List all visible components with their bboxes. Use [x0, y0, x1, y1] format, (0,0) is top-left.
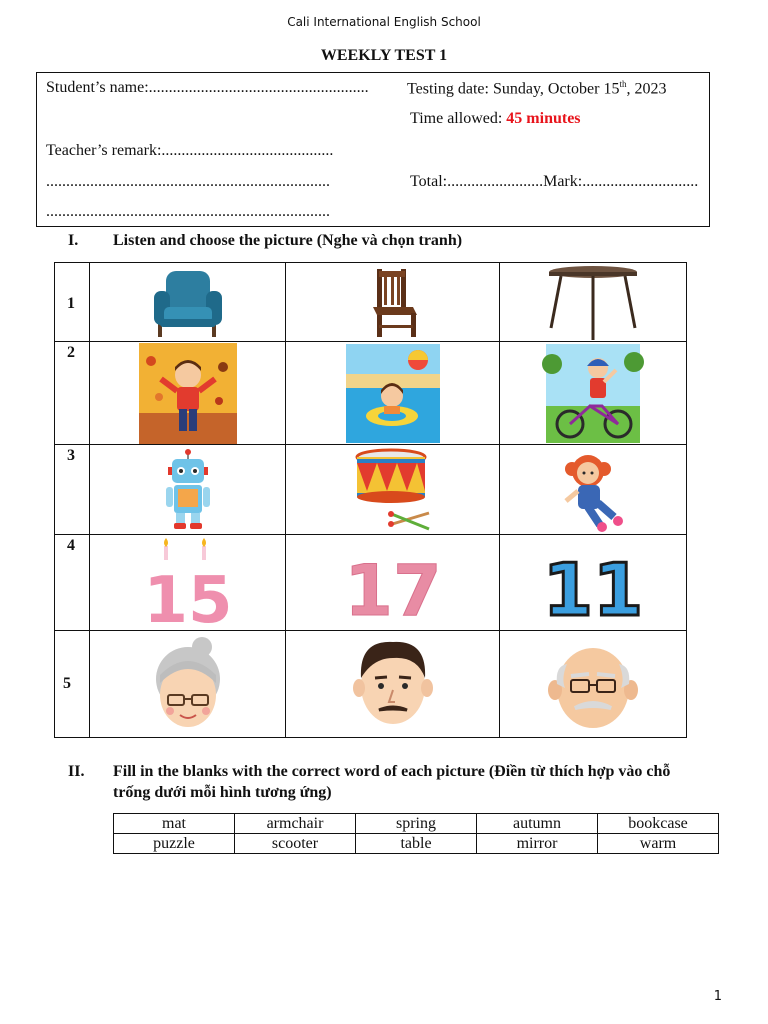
student-info-box — [36, 72, 710, 227]
time-allowed-value: 45 minutes — [506, 110, 581, 127]
row-number: 2 — [67, 344, 75, 361]
remark-dots-2: ....................................................................... — [46, 203, 330, 220]
testing-date — [407, 79, 666, 98]
section-1-number: I. — [68, 232, 79, 249]
svg-text:17: 17 — [343, 549, 442, 632]
picture-cell[interactable] — [90, 631, 286, 738]
student-name-line: Student’s name:....................................................... — [46, 79, 369, 96]
table-row — [55, 631, 687, 738]
section-2-title-line-1: Fill in the blanks with the correct word of each picture (Điền từ thích hợp vào chỗ — [113, 763, 671, 780]
testing-date-year: , 2023 — [626, 80, 667, 98]
picture-cell[interactable] — [500, 342, 687, 445]
row-number-cell — [55, 342, 90, 445]
table-row — [114, 834, 719, 854]
total-mark-line: Total:........................Mark:............................. — [410, 173, 699, 190]
number-15-candles-icon — [142, 538, 233, 638]
drum-icon — [353, 447, 433, 533]
word-bank-table — [113, 813, 719, 854]
word-cell: mirror — [477, 834, 598, 854]
father-icon — [351, 634, 435, 734]
row-number: 1 — [67, 295, 75, 312]
teacher-remark-line: Teacher’s remark:........................................... — [46, 142, 334, 159]
grandfather-icon — [545, 634, 641, 734]
word-cell: bookcase — [598, 814, 719, 834]
table-row — [55, 263, 687, 342]
grandmother-icon — [146, 633, 230, 735]
word-cell: scooter — [235, 834, 356, 854]
word-cell: mat — [114, 814, 235, 834]
robot-icon — [162, 449, 214, 531]
picture-cell[interactable] — [90, 445, 286, 535]
table-row — [114, 814, 719, 834]
word-cell: table — [356, 834, 477, 854]
section-2-number: II. — [68, 763, 85, 780]
listening-picture-table — [54, 262, 687, 738]
row-number: 5 — [63, 675, 71, 692]
test-title: WEEKLY TEST 1 — [320, 47, 448, 64]
section-1-heading — [0, 232, 768, 254]
time-allowed — [410, 110, 581, 128]
table-row — [55, 535, 687, 631]
picture-cell[interactable] — [286, 263, 500, 342]
word-cell: spring — [356, 814, 477, 834]
table-row — [55, 445, 687, 535]
table-row — [55, 342, 687, 445]
autumn-boy-icon — [139, 343, 237, 444]
picture-cell[interactable] — [500, 631, 687, 738]
word-cell: autumn — [477, 814, 598, 834]
svg-text:11: 11 — [542, 547, 644, 632]
section-1-title: Listen and choose the picture (Nghe và chọn tranh) — [113, 232, 463, 249]
testing-date-sup: th — [619, 79, 627, 89]
row-number: 4 — [67, 537, 75, 554]
word-cell: warm — [598, 834, 719, 854]
row-number-cell — [55, 263, 90, 342]
picture-cell[interactable] — [286, 631, 500, 738]
summer-swimming-boy-icon — [346, 344, 440, 443]
section-2-heading — [0, 761, 768, 805]
word-cell: armchair — [235, 814, 356, 834]
school-name: Cali International English School — [287, 15, 481, 29]
picture-cell[interactable] — [500, 535, 687, 631]
picture-cell[interactable] — [286, 445, 500, 535]
section-2-title-line-2: trống dưới mỗi hình tương ứng) — [113, 784, 332, 801]
testing-date-text: Testing date: Sunday, October 15 — [407, 80, 620, 98]
picture-cell[interactable] — [286, 342, 500, 445]
number-17-icon — [343, 541, 442, 632]
time-allowed-label: Time allowed: — [410, 110, 507, 127]
row-number-cell — [55, 445, 90, 535]
number-11-icon — [542, 541, 644, 632]
row-number: 3 — [67, 447, 75, 464]
picture-cell[interactable] — [286, 535, 500, 631]
round-table-icon — [547, 264, 639, 340]
picture-cell[interactable] — [90, 263, 286, 342]
picture-cell[interactable] — [500, 263, 687, 342]
picture-cell[interactable] — [90, 535, 286, 638]
wooden-chair-icon — [363, 265, 423, 339]
armchair-icon — [148, 265, 228, 339]
page-number: 1 — [713, 989, 722, 1004]
row-number-cell — [55, 631, 90, 738]
spring-bike-boy-icon — [546, 344, 640, 443]
row-number-cell — [55, 535, 90, 631]
svg-text:15: 15 — [142, 563, 233, 638]
picture-cell[interactable] — [500, 445, 687, 535]
remark-dots-1: ....................................................................... — [46, 173, 330, 190]
word-cell: puzzle — [114, 834, 235, 854]
picture-cell[interactable] — [90, 342, 286, 445]
doll-icon — [558, 449, 628, 531]
